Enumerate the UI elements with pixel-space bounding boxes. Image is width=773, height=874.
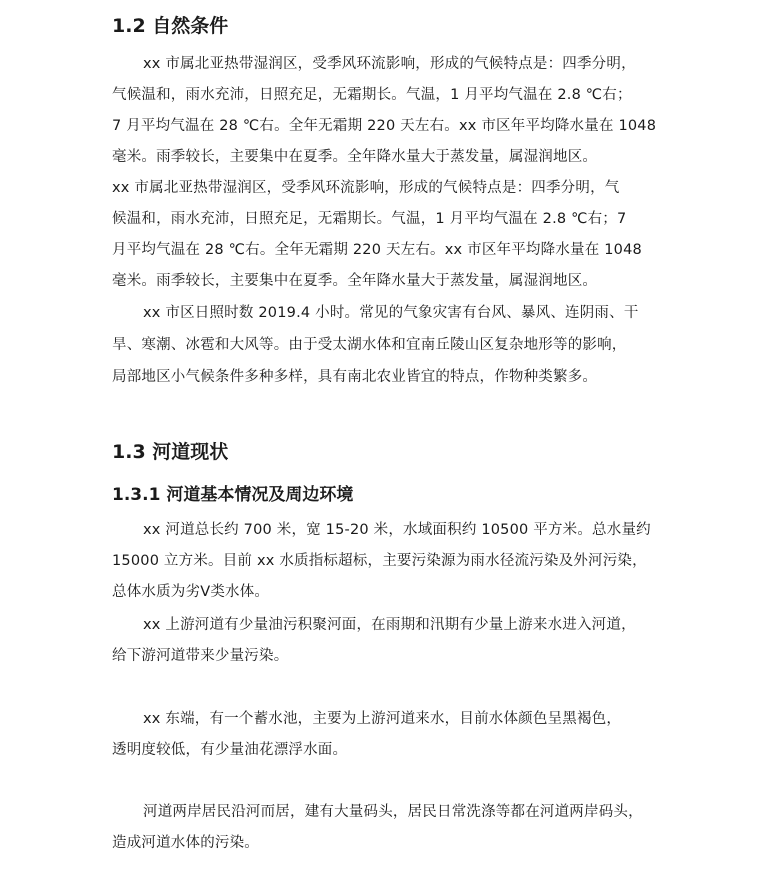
- paragraph-line: xx 东端，有一个蓄水池，主要为上游河道来水，目前水体颜色呈黑褐色，: [143, 711, 622, 727]
- paragraph-line: 气候温和，雨水充沛，日照充足，无霜期长。气温，1 月平均气温在 2.8 ℃右；: [112, 87, 632, 103]
- paragraph-line: 毫米。雨季较长，主要集中在夏季。全年降水量大于蒸发量，属湿润地区。: [112, 149, 598, 165]
- section-heading-1-3-1: 1.3.1 河道基本情况及周边环境: [112, 485, 354, 505]
- paragraph-line: 旱、寒潮、冰雹和大风等。由于受太湖水体和宜南丘陵山区复杂地形等的影响，: [112, 337, 627, 353]
- paragraph-line: xx 市属北亚热带湿润区，受季风环流影响，形成的气候特点是：四季分明，气: [112, 180, 620, 196]
- paragraph-line: xx 市区日照时数 2019.4 小时。常见的气象灾害有台风、暴风、连阴雨、干: [143, 305, 639, 321]
- section-heading-1-2: 1.2 自然条件: [112, 15, 229, 37]
- paragraph-line: xx 市属北亚热带湿润区，受季风环流影响，形成的气候特点是：四季分明，: [143, 56, 636, 72]
- paragraph-line: 候温和，雨水充沛，日照充足，无霜期长。气温，1 月平均气温在 2.8 ℃右；7: [112, 211, 627, 227]
- paragraph-line: 造成河道水体的污染。: [112, 835, 259, 851]
- paragraph-line: xx 河道总长约 700 米，宽 15-20 米，水域面积约 10500 平方米。总水量约: [143, 522, 651, 538]
- paragraph-line: 河道两岸居民沿河而居，建有大量码头，居民日常洗涤等都在河道两岸码头，: [143, 804, 643, 820]
- paragraph-line: xx 上游河道有少量油污积聚河面，在雨期和汛期有少量上游来水进入河道，: [143, 617, 636, 633]
- paragraph-line: 局部地区小气候条件多种多样，具有南北农业皆宜的特点，作物种类繁多。: [112, 369, 598, 385]
- paragraph-line: 透明度较低，有少量油花漂浮水面。: [112, 742, 348, 758]
- paragraph-line: 15000 立方米。目前 xx 水质指标超标，主要污染源为雨水径流污染及外河污染，: [112, 553, 647, 569]
- paragraph-line: 7 月平均气温在 28 ℃右。全年无霜期 220 天左右。xx 市区年平均降水量在 1048: [112, 118, 657, 134]
- paragraph-line: 给下游河道带来少量污染。: [112, 648, 289, 664]
- paragraph-line: 总体水质为劣Ⅴ类水体。: [112, 584, 270, 600]
- section-heading-1-3: 1.3 河道现状: [112, 441, 229, 463]
- paragraph-line: 月平均气温在 28 ℃右。全年无霜期 220 天左右。xx 市区年平均降水量在 1048: [112, 242, 642, 258]
- paragraph-line: 毫米。雨季较长，主要集中在夏季。全年降水量大于蒸发量，属湿润地区。: [112, 273, 598, 289]
